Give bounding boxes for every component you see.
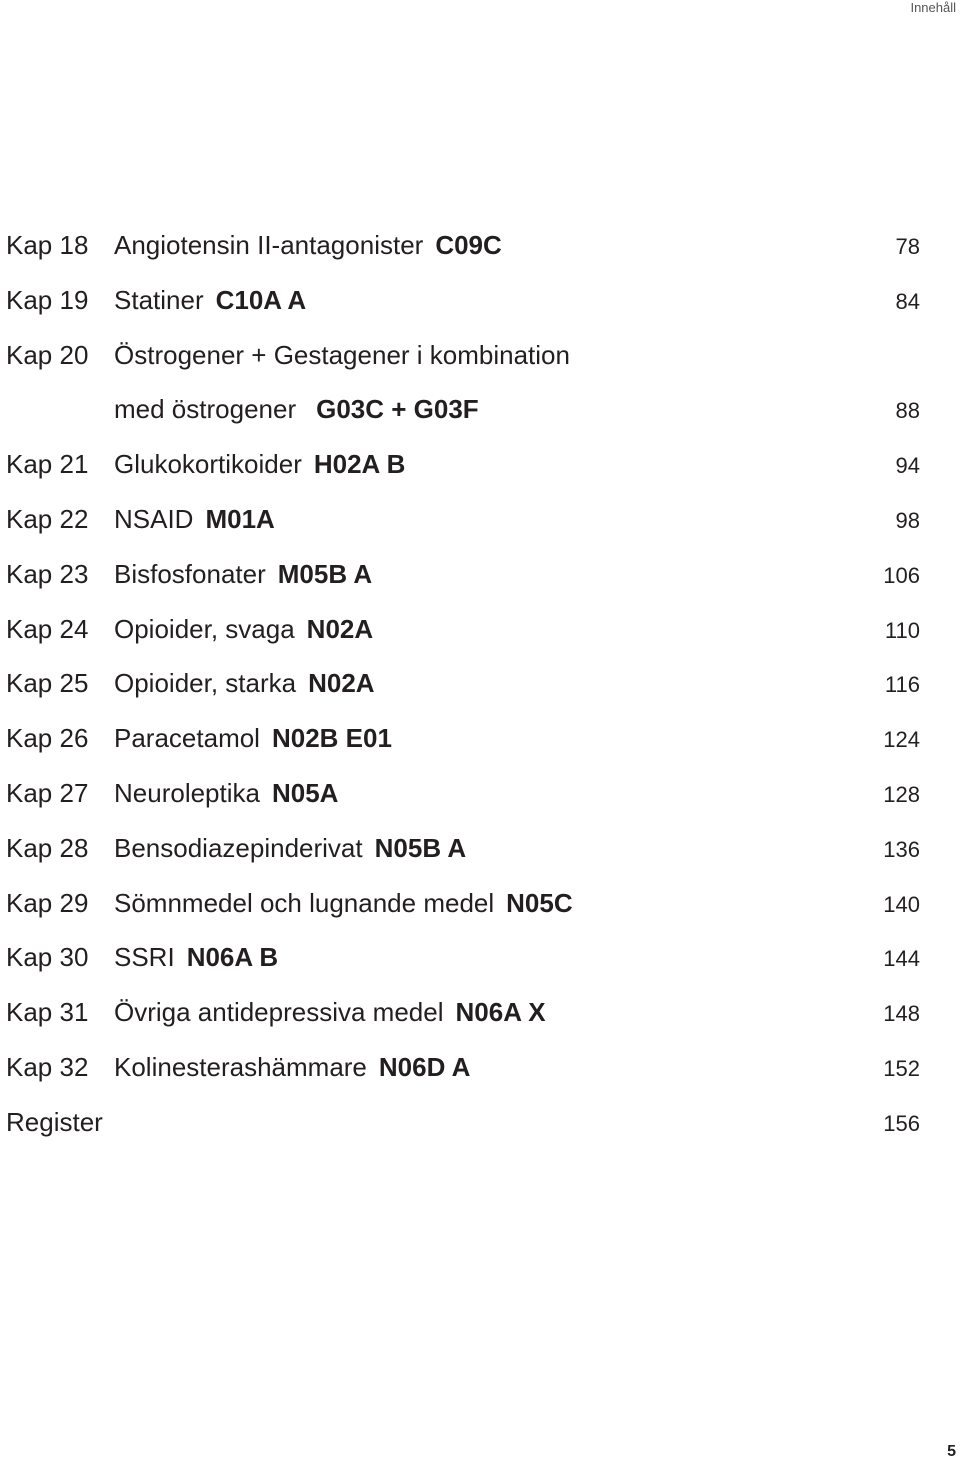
chapter-label: Kap 26 [6,723,89,754]
chapter-title: Opioider, svaga N02A [114,613,374,644]
page-number: 116 [884,672,920,698]
chapter-title: NSAID M01A [114,503,275,534]
chapter-label: Kap 18 [6,230,89,260]
toc-entry-register [6,1095,920,1150]
chapter-label: Register [6,1106,103,1137]
chapter-label: Kap 29 [6,887,89,918]
toc-entry [6,930,920,985]
toc-entry [6,218,920,273]
toc-entry [6,656,920,711]
chapter-label: Kap 20 [6,339,89,370]
chapter-title: Neuroleptika N05A [114,777,339,808]
chapter-title: Östrogener + Gestagener i kombination [114,339,570,370]
chapter-label: Kap 23 [6,558,89,589]
page-number: 94 [895,453,920,479]
atc-code: M01A [205,503,275,534]
page-number: 144 [883,946,920,972]
toc-entry [6,273,920,328]
chapter-title: Kolinesterashämmare N06D A [114,1051,471,1082]
chapter-title: Statiner C10A A [114,284,307,315]
page-number: 88 [895,398,920,424]
atc-code: N05B A [374,832,467,863]
chapter-label: Kap 19 [6,284,89,315]
atc-code: C10A A [215,284,307,315]
toc-entry [6,711,920,766]
running-header: Innehåll [910,0,956,15]
page-number: 152 [883,1055,920,1081]
chapter-label: Kap 25 [6,668,89,699]
page-number: 84 [895,288,920,314]
table-of-contents [6,218,920,1150]
toc-entry [6,328,920,383]
atc-code: G03C + G03F [316,394,479,425]
page-number: 156 [883,1110,920,1136]
chapter-title: Sömnmedel och lugnande medel N05C [114,887,573,918]
folio-page-number: 5 [947,1443,956,1460]
chapter-title: SSRI N06A B [114,942,279,973]
page-number: 128 [883,781,920,807]
toc-entry-continuation [6,382,920,437]
chapter-title: Opioider, starka N02A [114,668,375,699]
chapter-label: Kap 27 [6,777,89,808]
chapter-label: Kap 31 [6,997,89,1028]
chapter-label: Kap 30 [6,942,89,973]
atc-code: N06D A [378,1051,471,1082]
chapter-label: Kap 21 [6,449,89,480]
atc-code: N02A [308,668,375,699]
toc-entry [6,766,920,821]
page-number: 98 [895,507,920,533]
page-number: 106 [883,562,920,588]
toc-entry [6,985,920,1040]
chapter-title: Bisfosfonater M05B A [114,558,373,589]
chapter-title: Bensodiazepinderivat N05B A [114,832,467,863]
atc-code: N02B E01 [271,723,392,754]
chapter-title [114,1095,126,1150]
page-number: 136 [883,836,920,862]
atc-code: H02A B [313,449,406,480]
chapter-title: Paracetamol N02B E01 [114,723,392,754]
chapter-label: Kap 22 [6,503,89,534]
page-number: 110 [884,617,920,643]
toc-entry [6,876,920,931]
toc-entry [6,492,920,547]
atc-code: M05B A [277,558,373,589]
chapter-title: Angiotensin II-antagonister C09C [114,230,502,260]
atc-code: N05C [506,887,573,918]
chapter-label: Kap 32 [6,1051,89,1082]
chapter-title: Övriga antidepressiva medel N06A X [114,997,546,1028]
toc-entry [6,547,920,602]
toc-entry [6,821,920,876]
chapter-title: Glukokortikoider H02A B [114,449,406,480]
chapter-title: med östrogener G03C + G03F [114,394,479,425]
toc-entry [6,602,920,657]
atc-code: N05A [271,777,339,808]
toc-entry [6,437,920,492]
atc-code: N06A B [186,942,279,973]
page-number: 78 [895,234,920,259]
page-number: 148 [883,1001,920,1027]
toc-entry [6,1040,920,1095]
atc-code: N02A [306,613,374,644]
chapter-label: Kap 28 [6,832,89,863]
page-number: 140 [883,891,920,917]
atc-code: C09C [435,230,502,260]
page-number: 124 [883,727,920,753]
chapter-label: Kap 24 [6,613,89,644]
atc-code: N06A X [455,997,546,1028]
